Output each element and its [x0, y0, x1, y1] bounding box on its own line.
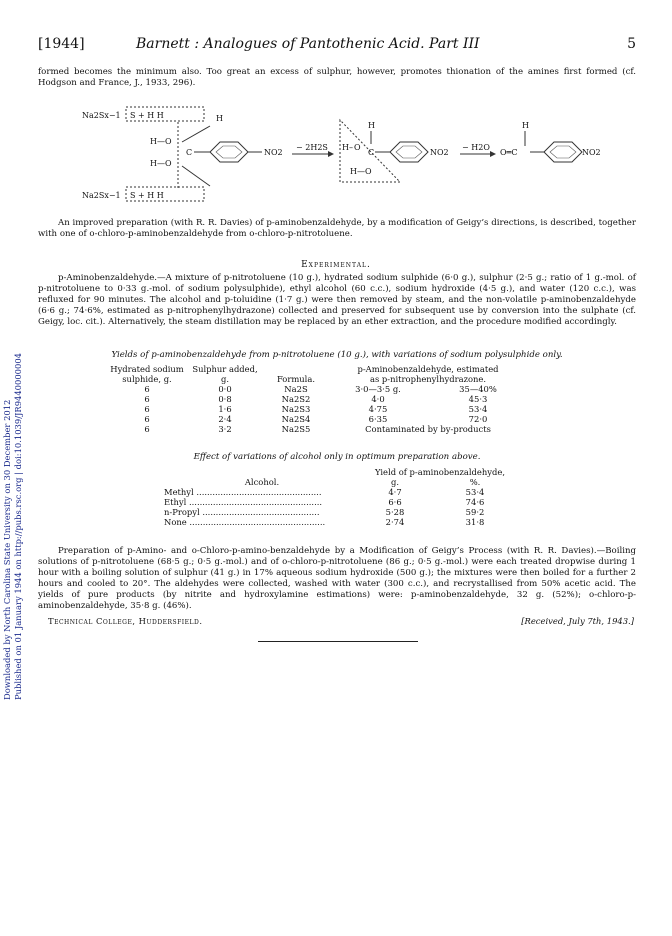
- scheme-ho-mid: H–: [342, 143, 353, 152]
- table-row: [164, 477, 520, 487]
- scheme-ho-1: H—O: [150, 137, 172, 146]
- scheme-no2-2: NO2: [430, 148, 449, 157]
- scheme-h-right: H: [522, 121, 529, 130]
- table-row: Ethyl .................................................. 6·6 74·6: [164, 497, 485, 507]
- table-row: Methyl ............................................... 4·7 53·4: [164, 487, 485, 497]
- table-row: 6 0·0 Na2S 3·0—3·5 g. 35—40%: [144, 384, 497, 394]
- scheme-no2-3: NO2: [582, 148, 601, 157]
- scheme-h-mid: H: [368, 121, 375, 130]
- t2-header-alcohol: Alcohol.: [244, 477, 280, 487]
- scheme-h-top: H: [216, 114, 223, 123]
- t1-header-sulphide: Hydrated sodium sulphide, g.: [110, 364, 184, 384]
- table-row: [108, 364, 528, 384]
- scheme-na-bot: Na2Sx−1: [82, 191, 121, 200]
- scheme-na-top: Na2Sx−1: [82, 111, 121, 120]
- scheme-no2-1: NO2: [264, 148, 283, 157]
- t1-header-sulphur: Sulphur added, g.: [192, 364, 258, 384]
- scheme-c-mid: C: [368, 148, 375, 157]
- running-header: [38, 36, 636, 56]
- t1-header-formula: Formula.: [276, 374, 316, 384]
- watermark-line-2: Published on 01 January 1944 on http://pubs.rsc.org | doi:10.1039/JR9440000004: [13, 353, 23, 700]
- scheme-sh-top: S + H H: [130, 111, 164, 120]
- scheme-arrow2-label: − H2O: [462, 143, 490, 152]
- table-alcohol: [164, 467, 520, 527]
- t1-header-yield: p-Aminobenzaldehyde, estimated as p-nitrophenylhydrazone.: [357, 364, 499, 384]
- scheme-ho-2: H—O: [150, 159, 172, 168]
- download-watermark: [2, 0, 24, 700]
- scheme-sh-bot: S + H H: [130, 191, 164, 200]
- t2-header-g: g.: [390, 477, 400, 487]
- table-row: 6 1·6 Na2S3 4·75 53·4: [144, 404, 488, 414]
- table-row: [164, 467, 520, 477]
- paragraph-intro: formed becomes the minimum also. Too great an excess of sulphur, however, promotes thionation of the amines first formed (cf. Hodgson and France, J., 1933, 296).: [38, 67, 636, 88]
- table2-caption: Effect of variations of alcohol only in optimum preparation above.: [193, 452, 481, 462]
- table-row: None ................................................... 2·74 31·8: [164, 517, 485, 527]
- paragraph-aminobenzaldehyde: p-Aminobenzaldehyde.—A mixture of p-nitrotoluene (10 g.), hydrated sodium sulphide (6·0 g.), sulphur (2·5 g.; ratio of 1 g.-mol. of p-nitrotoluene to 0·33 g.-mol. of sodium polysulphide), ethyl alcohol (60 c.c.), sodium hydroxide (4·5 g.), and water (120 c.c.), was refluxed for 90 minutes. The alcohol and p-toluidine (1·7 g.) were then removed by steam, and the non-volatile p-aminobenzaldehyde (6·6 g.; 74·6%, estimated as p-nitrophenylhydrazone) collected and preserved for subsequent use by conversion into the sulphate (cf. Geigy, loc. cit.). Alternatively, the steam distillation may be replaced by an ether extraction, and the procedure modified accordingly.: [38, 273, 636, 327]
- t2-header-pct: %.: [469, 477, 481, 487]
- header-year: [1944]: [38, 36, 85, 52]
- section-heading-experimental: Experimental.: [301, 260, 371, 270]
- footer-received: [Received, July 7th, 1943.]: [521, 616, 634, 626]
- t2-header-yield: Yield of p-aminobenzaldehyde,: [375, 467, 505, 477]
- scheme-c-left: C: [186, 148, 193, 157]
- footer-institution: Technical College, Huddersfield.: [48, 616, 203, 626]
- paragraph-improved: An improved preparation (with R. R. Davies) of p-aminobenzaldehyde, by a modification of Geigy’s directions, is described, together with one of o-chloro-p-aminobenzaldehyde from o-chloro-p-nitrotoluene.: [38, 218, 636, 239]
- table-sulphide: [108, 364, 528, 434]
- page-number: 5: [627, 36, 636, 52]
- scheme-oc: O═C: [500, 148, 518, 157]
- reaction-scheme: [70, 104, 610, 212]
- end-rule: [258, 641, 418, 642]
- table-row: 6 2·4 Na2S4 6·35 72·0: [144, 414, 488, 424]
- table1-caption: Yields of p-aminobenzaldehyde from p-nitrotoluene (10 g.), with variations of sodium polysulphide only.: [111, 350, 563, 360]
- table-row: 6 0·8 Na2S2 4·0 45·3: [144, 394, 488, 404]
- table-row: 6 3·2 Na2S5 Contaminated by by-products: [144, 424, 491, 434]
- paragraph-preparation: Preparation of p-Amino- and o-Chloro-p-amino-benzaldehyde by a Modification of Geigy’s Process (with R. R. Davies).—Boiling solutions of p-nitrotoluene (68·5 g.; 0·5 g.-mol.) and of o-chloro-p-nitrotoluene (86 g.; 0·5 g.-mol.) were each treated dropwise during 1 hour with a boiling solution of sulphur (41 g.) in 17% aqueous sodium hydroxide (500 g.); the mixtures were then boiled for a further 2 hours and cooled to 20°. The aldehydes were collected, washed with water (300 c.c.), and recrystallised from 50% acetic acid. The yields of pure products (by nitrite and hydroxylamine estimations) were: p-aminobenzaldehyde, 32 g. (52%); o-chloro-p-aminobenzaldehyde, 35·8 g. (46%).: [38, 546, 636, 611]
- scheme-o-mid: O: [354, 143, 361, 152]
- table-row: n-Propyl ............................................ 5·28 59·2: [164, 507, 485, 517]
- watermark-line-1: Downloaded by North Carolina State University on 30 December 2012: [2, 399, 12, 700]
- header-title: Barnett : Analogues of Pantothenic Acid. Part III: [136, 36, 480, 52]
- scheme-ho-mid2: H—O: [350, 167, 372, 176]
- scheme-arrow1-label: − 2H2S: [296, 143, 328, 152]
